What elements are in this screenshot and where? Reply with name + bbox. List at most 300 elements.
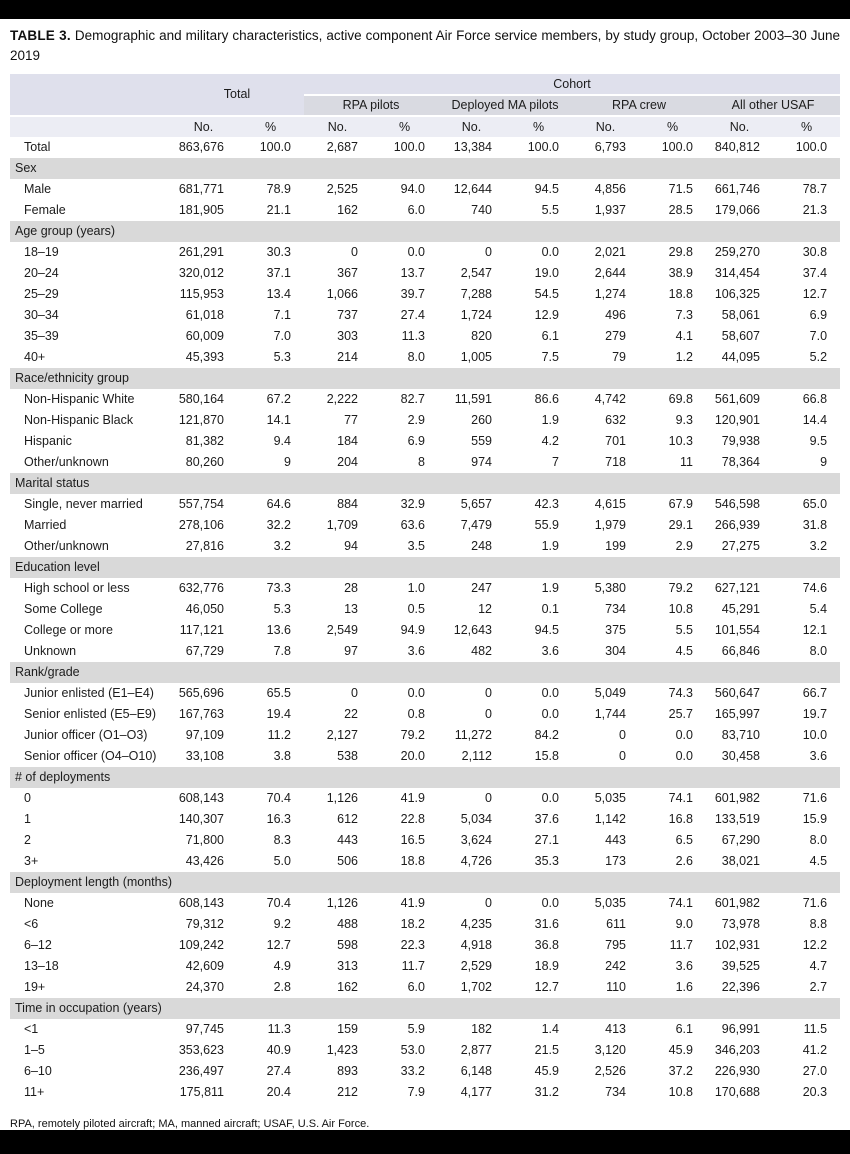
value-pct-cell: 2.6 xyxy=(675,854,693,868)
value-pct-cell: 0.0 xyxy=(675,728,693,742)
value-no-cell: 320,012 xyxy=(178,266,224,280)
value-no-cell: 226,930 xyxy=(714,1064,760,1078)
value-pct-cell: 0.0 xyxy=(541,245,559,259)
value-pct-cell: 21.3 xyxy=(802,203,828,217)
value-no-cell: 820 xyxy=(471,329,492,343)
table-title-text: Demographic and military characteristics, active component Air Force service members, by study group, October 2003–30 June 2019 xyxy=(10,28,840,64)
table-body xyxy=(10,137,840,1103)
value-pct-cell: 5.3 xyxy=(273,350,291,364)
value-pct-cell: 5.4 xyxy=(809,602,828,616)
table-row xyxy=(10,515,840,536)
header-row-groups xyxy=(10,74,840,95)
value-no-cell: 83,710 xyxy=(721,728,760,742)
value-pct-cell: 28.5 xyxy=(668,203,693,217)
value-no-cell: 159 xyxy=(337,1022,358,1036)
value-pct-cell: 8 xyxy=(418,455,425,469)
header-group-rpa-crew: RPA crew xyxy=(572,95,706,116)
table-row xyxy=(10,242,840,263)
value-no-cell: 559 xyxy=(471,434,492,448)
value-pct-cell: 3.8 xyxy=(273,749,291,763)
value-pct-cell: 12.9 xyxy=(534,308,559,322)
value-pct-cell: 9.4 xyxy=(273,434,291,448)
value-pct-cell: 30.8 xyxy=(802,245,828,259)
value-pct-cell: 0.0 xyxy=(541,707,559,721)
row-label: 1–5 xyxy=(24,1043,45,1057)
table-row xyxy=(10,746,840,767)
value-no-cell: 2,526 xyxy=(594,1064,626,1078)
value-no-cell: 1,709 xyxy=(326,518,358,532)
value-pct-cell: 11.7 xyxy=(401,959,425,973)
value-no-cell: 6,793 xyxy=(594,140,626,154)
table-row xyxy=(10,536,840,557)
value-pct-cell: 31.8 xyxy=(802,518,828,532)
value-pct-cell: 7 xyxy=(552,455,559,469)
value-no-cell: 580,164 xyxy=(178,392,224,406)
value-pct-cell: 78.7 xyxy=(802,182,828,196)
value-pct-cell: 3.2 xyxy=(809,539,828,553)
value-pct-cell: 0.0 xyxy=(407,245,425,259)
value-pct-cell: 29.1 xyxy=(668,518,693,532)
value-no-cell: 97,745 xyxy=(185,1022,224,1036)
value-no-cell: 27,816 xyxy=(185,539,224,553)
value-no-cell: 1,979 xyxy=(594,518,626,532)
value-no-cell: 2,547 xyxy=(460,266,492,280)
value-pct-cell: 6.9 xyxy=(407,434,425,448)
value-no-cell: 443 xyxy=(337,833,358,847)
value-no-cell: 2,021 xyxy=(594,245,626,259)
value-pct-cell: 39.7 xyxy=(400,287,425,301)
value-pct-cell: 36.8 xyxy=(534,938,559,952)
value-pct-cell: 79.2 xyxy=(668,581,693,595)
value-no-cell: 598 xyxy=(337,938,358,952)
value-pct-cell: 74.1 xyxy=(668,791,693,805)
row-label: Non-Hispanic Black xyxy=(24,413,134,427)
value-pct-cell: 22.3 xyxy=(400,938,425,952)
value-no-cell: 734 xyxy=(605,602,626,616)
row-label: 11+ xyxy=(24,1085,45,1099)
row-label: 25–29 xyxy=(24,287,59,301)
row-label: Senior officer (O4–O10) xyxy=(24,749,157,763)
value-pct-cell: 6.1 xyxy=(541,329,559,343)
row-label: Junior enlisted (E1–E4) xyxy=(24,686,154,700)
value-no-cell: 1,724 xyxy=(460,308,492,322)
row-label: Some College xyxy=(24,602,103,616)
value-no-cell: 278,106 xyxy=(178,518,224,532)
value-pct-cell: 5.9 xyxy=(407,1022,425,1036)
value-no-cell: 204 xyxy=(337,455,358,469)
row-label: 40+ xyxy=(24,350,46,364)
value-pct-cell: 65.0 xyxy=(802,497,828,511)
row-label: <1 xyxy=(24,1022,39,1036)
value-no-cell: 106,325 xyxy=(714,287,760,301)
value-no-cell: 22,396 xyxy=(721,980,760,994)
value-no-cell: 79 xyxy=(612,350,626,364)
value-no-cell: 0 xyxy=(351,245,358,259)
value-no-cell: 33,108 xyxy=(185,749,224,763)
value-no-cell: 4,918 xyxy=(460,938,492,952)
value-pct-cell: 69.8 xyxy=(668,392,693,406)
row-label: 2 xyxy=(24,833,31,847)
value-pct-cell: 37.4 xyxy=(802,266,828,280)
value-no-cell: 608,143 xyxy=(178,896,224,910)
header-pct-label: % xyxy=(237,116,304,137)
value-no-cell: 45,393 xyxy=(185,350,224,364)
section-label: Age group (years) xyxy=(10,221,840,242)
header-pct-label: % xyxy=(773,116,840,137)
value-pct-cell: 10.3 xyxy=(668,434,693,448)
row-label: 19+ xyxy=(24,980,46,994)
value-pct-cell: 1.6 xyxy=(675,980,693,994)
value-no-cell: 6,148 xyxy=(460,1064,492,1078)
value-no-cell: 12,644 xyxy=(453,182,492,196)
section-label: Sex xyxy=(10,158,840,179)
value-pct-cell: 31.2 xyxy=(534,1085,559,1099)
value-no-cell: 795 xyxy=(605,938,626,952)
value-pct-cell: 6.9 xyxy=(809,308,828,322)
value-pct-cell: 0.0 xyxy=(407,686,425,700)
value-pct-cell: 12.2 xyxy=(802,938,828,952)
header-no-label: No. xyxy=(304,116,371,137)
value-pct-cell: 65.5 xyxy=(266,686,291,700)
table-row xyxy=(10,977,840,998)
row-label: Female xyxy=(24,203,66,217)
value-no-cell: 2,644 xyxy=(594,266,626,280)
value-pct-cell: 11.5 xyxy=(803,1022,828,1036)
value-pct-cell: 3.6 xyxy=(541,644,559,658)
value-pct-cell: 18.2 xyxy=(400,917,425,931)
value-no-cell: 4,856 xyxy=(594,182,626,196)
value-no-cell: 608,143 xyxy=(178,791,224,805)
value-no-cell: 1,005 xyxy=(460,350,492,364)
value-pct-cell: 66.7 xyxy=(802,686,828,700)
value-no-cell: 97,109 xyxy=(185,728,224,742)
section-label: Race/ethnicity group xyxy=(10,368,840,389)
value-no-cell: 30,458 xyxy=(721,749,760,763)
header-no-label: No. xyxy=(572,116,639,137)
value-no-cell: 42,609 xyxy=(185,959,224,973)
header-subrow-label-cell xyxy=(10,116,170,137)
value-pct-cell: 1.2 xyxy=(675,350,693,364)
value-pct-cell: 7.0 xyxy=(809,329,828,343)
value-pct-cell: 12.1 xyxy=(802,623,828,637)
value-no-cell: 601,982 xyxy=(714,791,760,805)
value-no-cell: 5,049 xyxy=(594,686,626,700)
value-no-cell: 0 xyxy=(485,707,492,721)
value-no-cell: 60,009 xyxy=(185,329,224,343)
value-no-cell: 601,982 xyxy=(714,896,760,910)
value-pct-cell: 5.0 xyxy=(273,854,291,868)
value-pct-cell: 78.9 xyxy=(266,182,291,196)
value-pct-cell: 100.0 xyxy=(393,140,425,154)
value-pct-cell: 2.7 xyxy=(809,980,828,994)
value-pct-cell: 5.5 xyxy=(541,203,559,217)
value-no-cell: 1,066 xyxy=(326,287,358,301)
value-pct-cell: 40.9 xyxy=(266,1043,291,1057)
page-content xyxy=(0,19,850,1130)
value-pct-cell: 9.3 xyxy=(675,413,693,427)
value-no-cell: 110 xyxy=(606,980,626,994)
value-pct-cell: 19.4 xyxy=(266,707,291,721)
value-no-cell: 179,066 xyxy=(714,203,760,217)
value-pct-cell: 0.0 xyxy=(541,686,559,700)
value-pct-cell: 25.7 xyxy=(668,707,693,721)
row-label: Unknown xyxy=(24,644,77,658)
value-no-cell: 0 xyxy=(619,749,626,763)
value-no-cell: 44,095 xyxy=(721,350,760,364)
value-pct-cell: 20.4 xyxy=(266,1085,291,1099)
value-no-cell: 4,177 xyxy=(460,1085,492,1099)
value-pct-cell: 3.6 xyxy=(809,749,828,763)
table-row xyxy=(10,851,840,872)
value-pct-cell: 2.8 xyxy=(273,980,291,994)
value-pct-cell: 11 xyxy=(680,455,693,469)
value-no-cell: 611 xyxy=(606,917,626,931)
value-pct-cell: 0.1 xyxy=(541,602,559,616)
value-pct-cell: 20.0 xyxy=(400,749,425,763)
value-no-cell: 247 xyxy=(471,581,492,595)
value-pct-cell: 70.4 xyxy=(266,791,291,805)
row-label: 30–34 xyxy=(24,308,59,322)
value-pct-cell: 79.2 xyxy=(400,728,425,742)
row-label: Other/unknown xyxy=(24,539,109,553)
value-pct-cell: 12.7 xyxy=(534,980,559,994)
header-group-deployed-ma-pilots: Deployed MA pilots xyxy=(438,95,572,116)
value-no-cell: 346,203 xyxy=(714,1043,760,1057)
table-row xyxy=(10,179,840,200)
value-no-cell: 78,364 xyxy=(721,455,760,469)
value-pct-cell: 7.9 xyxy=(407,1085,425,1099)
value-no-cell: 45,291 xyxy=(721,602,760,616)
table-row xyxy=(10,1082,840,1103)
value-no-cell: 0 xyxy=(351,686,358,700)
value-no-cell: 1,142 xyxy=(594,812,626,826)
row-label: 6–12 xyxy=(24,938,52,952)
value-pct-cell: 84.2 xyxy=(534,728,559,742)
value-no-cell: 102,931 xyxy=(714,938,760,952)
value-pct-cell: 3.2 xyxy=(273,539,291,553)
value-pct-cell: 18.9 xyxy=(534,959,559,973)
value-no-cell: 4,615 xyxy=(594,497,626,511)
value-pct-cell: 11.2 xyxy=(267,728,291,742)
value-pct-cell: 8.8 xyxy=(809,917,828,931)
value-no-cell: 0 xyxy=(485,245,492,259)
row-label: 0 xyxy=(24,791,31,805)
value-no-cell: 482 xyxy=(471,644,492,658)
value-no-cell: 38,021 xyxy=(721,854,760,868)
value-no-cell: 248 xyxy=(471,539,492,553)
value-no-cell: 214 xyxy=(337,350,358,364)
value-no-cell: 71,800 xyxy=(185,833,224,847)
value-no-cell: 5,035 xyxy=(594,896,626,910)
value-no-cell: 5,034 xyxy=(460,812,492,826)
value-pct-cell: 4.5 xyxy=(809,854,828,868)
value-pct-cell: 22.8 xyxy=(400,812,425,826)
value-pct-cell: 1.9 xyxy=(541,539,559,553)
value-no-cell: 2,222 xyxy=(326,392,358,406)
table-row xyxy=(10,914,840,935)
value-no-cell: 212 xyxy=(337,1085,358,1099)
value-pct-cell: 4.1 xyxy=(675,329,693,343)
value-pct-cell: 18.8 xyxy=(400,854,425,868)
value-no-cell: 121,870 xyxy=(178,413,224,427)
value-pct-cell: 4.9 xyxy=(273,959,291,973)
value-no-cell: 77 xyxy=(344,413,358,427)
row-label: Hispanic xyxy=(24,434,72,448)
value-pct-cell: 21.1 xyxy=(266,203,291,217)
value-pct-cell: 12.7 xyxy=(802,287,828,301)
section-label: Rank/grade xyxy=(10,662,840,683)
value-pct-cell: 41.9 xyxy=(400,791,425,805)
value-no-cell: 242 xyxy=(605,959,626,973)
value-pct-cell: 94.9 xyxy=(400,623,425,637)
value-pct-cell: 74.6 xyxy=(802,581,828,595)
table-row xyxy=(10,284,840,305)
row-label: <6 xyxy=(24,917,39,931)
value-no-cell: 304 xyxy=(605,644,626,658)
value-pct-cell: 64.6 xyxy=(266,497,291,511)
value-pct-cell: 16.3 xyxy=(266,812,291,826)
value-no-cell: 632,776 xyxy=(178,581,224,595)
header-corner-cell xyxy=(10,74,170,116)
value-pct-cell: 6.1 xyxy=(675,1022,693,1036)
section-row xyxy=(10,557,840,578)
section-row xyxy=(10,998,840,1019)
value-pct-cell: 63.6 xyxy=(400,518,425,532)
value-no-cell: 496 xyxy=(605,308,626,322)
value-no-cell: 4,742 xyxy=(594,392,626,406)
table-row xyxy=(10,326,840,347)
value-pct-cell: 20.3 xyxy=(802,1085,828,1099)
value-no-cell: 12,643 xyxy=(453,623,492,637)
value-no-cell: 39,525 xyxy=(721,959,760,973)
value-pct-cell: 15.9 xyxy=(802,812,828,826)
value-no-cell: 701 xyxy=(605,434,626,448)
value-no-cell: 1,126 xyxy=(326,791,358,805)
value-pct-cell: 38.9 xyxy=(668,266,693,280)
value-pct-cell: 55.9 xyxy=(534,518,559,532)
value-no-cell: 46,050 xyxy=(185,602,224,616)
table-row xyxy=(10,137,840,158)
value-pct-cell: 33.2 xyxy=(400,1064,425,1078)
table-row xyxy=(10,620,840,641)
table-number-label: TABLE 3. xyxy=(10,28,71,43)
value-pct-cell: 9.0 xyxy=(675,917,693,931)
value-no-cell: 115,953 xyxy=(179,287,224,301)
row-label: Married xyxy=(24,518,67,532)
value-pct-cell: 4.2 xyxy=(541,434,559,448)
value-no-cell: 740 xyxy=(471,203,492,217)
value-pct-cell: 14.4 xyxy=(802,413,828,427)
top-frame-bar xyxy=(0,0,850,19)
value-no-cell: 1,702 xyxy=(460,980,492,994)
value-no-cell: 5,035 xyxy=(594,791,626,805)
value-pct-cell: 100.0 xyxy=(259,140,291,154)
row-label: Male xyxy=(24,182,52,196)
header-no-label: No. xyxy=(438,116,505,137)
table-row xyxy=(10,494,840,515)
section-row xyxy=(10,473,840,494)
value-pct-cell: 71.6 xyxy=(802,791,828,805)
value-pct-cell: 74.3 xyxy=(668,686,693,700)
value-pct-cell: 31.6 xyxy=(534,917,559,931)
value-no-cell: 279 xyxy=(605,329,626,343)
value-pct-cell: 0.0 xyxy=(675,749,693,763)
value-pct-cell: 94.5 xyxy=(534,623,559,637)
value-pct-cell: 13.4 xyxy=(266,287,291,301)
value-no-cell: 22 xyxy=(344,707,358,721)
value-no-cell: 140,307 xyxy=(178,812,224,826)
value-no-cell: 2,687 xyxy=(326,140,358,154)
value-pct-cell: 9 xyxy=(820,455,828,469)
value-no-cell: 303 xyxy=(337,329,358,343)
value-no-cell: 560,647 xyxy=(714,686,760,700)
value-no-cell: 109,242 xyxy=(178,938,224,952)
value-no-cell: 58,061 xyxy=(721,308,760,322)
value-no-cell: 13,384 xyxy=(453,140,492,154)
table-row xyxy=(10,935,840,956)
value-pct-cell: 35.3 xyxy=(534,854,559,868)
value-no-cell: 182 xyxy=(471,1022,492,1036)
value-no-cell: 1,423 xyxy=(326,1043,358,1057)
section-row xyxy=(10,662,840,683)
value-pct-cell: 1.9 xyxy=(541,413,559,427)
value-no-cell: 0 xyxy=(485,686,492,700)
value-no-cell: 506 xyxy=(337,854,358,868)
value-pct-cell: 10.0 xyxy=(802,728,828,742)
value-no-cell: 557,754 xyxy=(178,497,224,511)
value-no-cell: 162 xyxy=(337,980,358,994)
value-pct-cell: 7.8 xyxy=(273,644,291,658)
header-no-label: No. xyxy=(706,116,773,137)
value-no-cell: 61,018 xyxy=(185,308,224,322)
value-pct-cell: 30.3 xyxy=(266,245,291,259)
value-pct-cell: 27.0 xyxy=(802,1064,828,1078)
value-pct-cell: 100.0 xyxy=(527,140,559,154)
value-pct-cell: 21.5 xyxy=(534,1043,559,1057)
section-label: Marital status xyxy=(10,473,840,494)
row-label: 3+ xyxy=(24,854,39,868)
value-pct-cell: 8.0 xyxy=(407,350,425,364)
value-pct-cell: 27.4 xyxy=(266,1064,291,1078)
section-row xyxy=(10,158,840,179)
value-pct-cell: 4.5 xyxy=(675,644,693,658)
value-pct-cell: 0.5 xyxy=(407,602,425,616)
value-pct-cell: 0.0 xyxy=(541,791,559,805)
value-no-cell: 12 xyxy=(478,602,492,616)
value-no-cell: 175,811 xyxy=(179,1085,224,1099)
value-no-cell: 661,746 xyxy=(714,182,760,196)
value-pct-cell: 27.4 xyxy=(400,308,425,322)
value-pct-cell: 71.6 xyxy=(802,896,828,910)
value-no-cell: 43,426 xyxy=(185,854,224,868)
value-pct-cell: 16.8 xyxy=(668,812,693,826)
table-row xyxy=(10,431,840,452)
row-label: 13–18 xyxy=(24,959,59,973)
value-pct-cell: 32.2 xyxy=(266,518,291,532)
value-no-cell: 73,978 xyxy=(721,917,760,931)
value-pct-cell: 3.6 xyxy=(407,644,425,658)
value-pct-cell: 29.8 xyxy=(668,245,693,259)
value-no-cell: 632 xyxy=(605,413,626,427)
value-no-cell: 97 xyxy=(344,644,358,658)
value-pct-cell: 5.2 xyxy=(809,350,828,364)
value-pct-cell: 3.5 xyxy=(407,539,425,553)
value-pct-cell: 11.7 xyxy=(669,938,693,952)
value-no-cell: 162 xyxy=(337,203,358,217)
value-no-cell: 884 xyxy=(337,497,358,511)
row-label: Junior officer (O1–O3) xyxy=(24,728,148,742)
value-pct-cell: 73.3 xyxy=(266,581,291,595)
